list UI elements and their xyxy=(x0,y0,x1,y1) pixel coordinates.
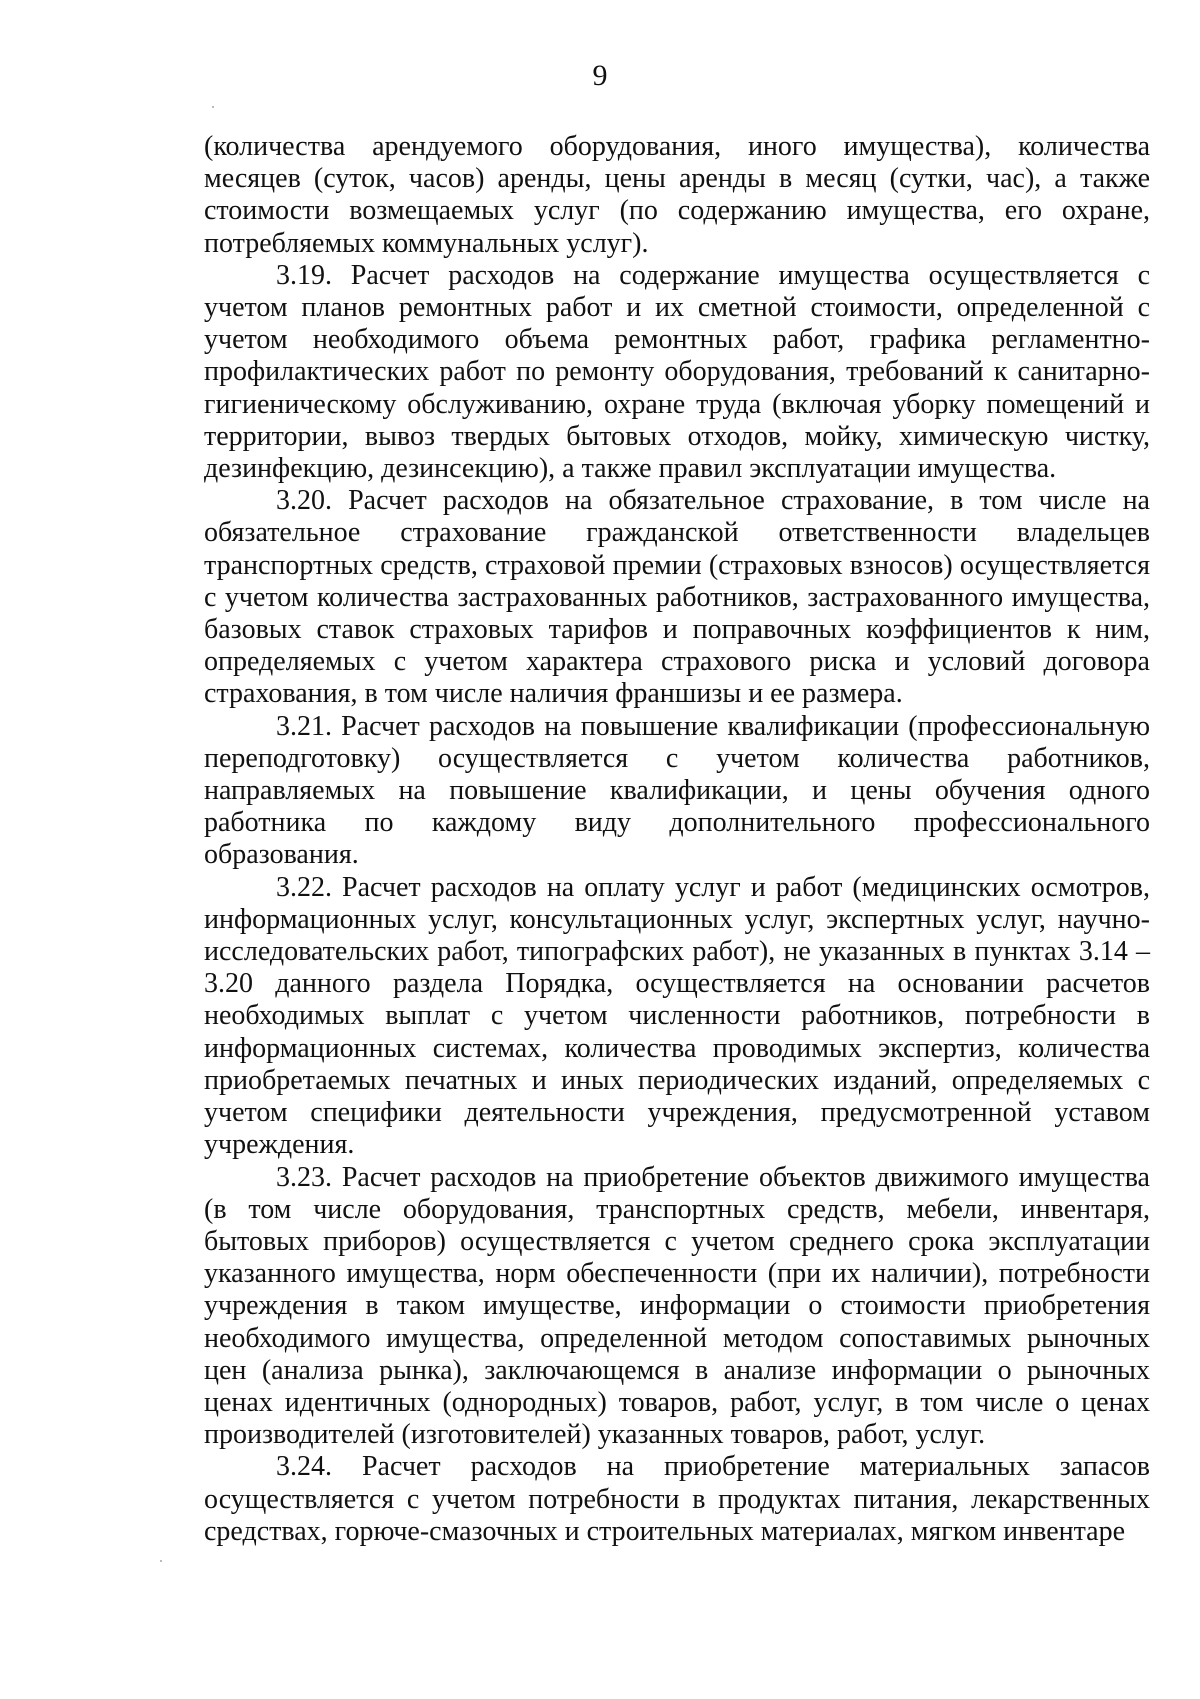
paragraph-3-24: 3.24. Расчет расходов на приобретение материальных запасов осуществляется с учетом потребности в продуктах питания, лекарственных средствах, горюче-смазочных и строительных материалах, мягком инвентаре xyxy=(204,1451,1150,1547)
paragraph-3-23: 3.23. Расчет расходов на приобретение объектов движимого имущества (в том числе оборудования, транспортных средств, мебели, инвентаря, бытовых приборов) осуществляется с учетом среднего срока эксплуатации указанного имущества, норм обеспеченности (при их наличии), потребности учреждения в таком имуществе, информации о стоимости приобретения необходимого имущества, определенной методом сопоставимых рыночных цен (анализа рынка), заключающемся в анализе информации о рыночных ценах идентичных (однородных) товаров, работ, услуг, в том числе о ценах производителей (изготовителей) указанных товаров, работ, услуг. xyxy=(204,1161,1150,1451)
paragraph-3-22: 3.22. Расчет расходов на оплату услуг и работ (медицинских осмотров, информационных услуг, консультационных услуг, экспертных услуг, научно-исследовательских работ, типографских работ), не указанных в пунктах 3.14 – 3.20 данного раздела Порядка, осуществляется на основании расчетов необходимых выплат с учетом численности работников, потребности в информационных системах, количества проводимых экспертиз, количества приобретаемых печатных и иных периодических изданий, определяемых с учетом специфики деятельности учреждения, предусмотренной уставом учреждения. xyxy=(204,871,1150,1161)
paragraph-continuation: (количества арендуемого оборудования, иного имущества), количества месяцев (суток, часов) аренды, цены аренды в месяц (сутки, час), а также стоимости возмещаемых услуг (по содержанию имущества, его охране, потребляемых коммунальных услуг). xyxy=(204,131,1150,259)
scan-speck xyxy=(212,106,214,108)
paragraph-3-21: 3.21. Расчет расходов на повышение квалификации (профессиональную переподготовку) осуществляется с учетом количества работников, направляемых на повышение квалификации, и цены обучения одного работника по каждому виду дополнительного профессионального образования. xyxy=(204,710,1150,871)
paragraph-3-19: 3.19. Расчет расходов на содержание имущества осуществляется с учетом планов ремонтных работ и их сметной стоимости, определенной с учетом необходимого объема ремонтных работ, графика регламентно-профилактических работ по ремонту оборудования, требований к санитарно-гигиеническому обслуживанию, охране труда (включая уборку помещений и территории, вывоз твердых бытовых отходов, мойку, химическую чистку, дезинфекцию, дезинсекцию), а также правил эксплуатации имущества. xyxy=(204,259,1150,485)
scan-speck xyxy=(160,1560,162,1562)
document-body xyxy=(204,131,1150,1548)
page-number: 9 xyxy=(592,59,608,92)
paragraph-3-20: 3.20. Расчет расходов на обязательное страхование, в том числе на обязательное страхование гражданской ответственности владельцев транспортных средств, страховой премии (страховых взносов) осуществляется с учетом количества застрахованных работников, застрахованного имущества, базовых ставок страховых тарифов и поправочных коэффициентов к ним, определяемых с учетом характера страхового риска и условий договора страхования, в том числе наличия франшизы и ее размера. xyxy=(204,485,1150,710)
